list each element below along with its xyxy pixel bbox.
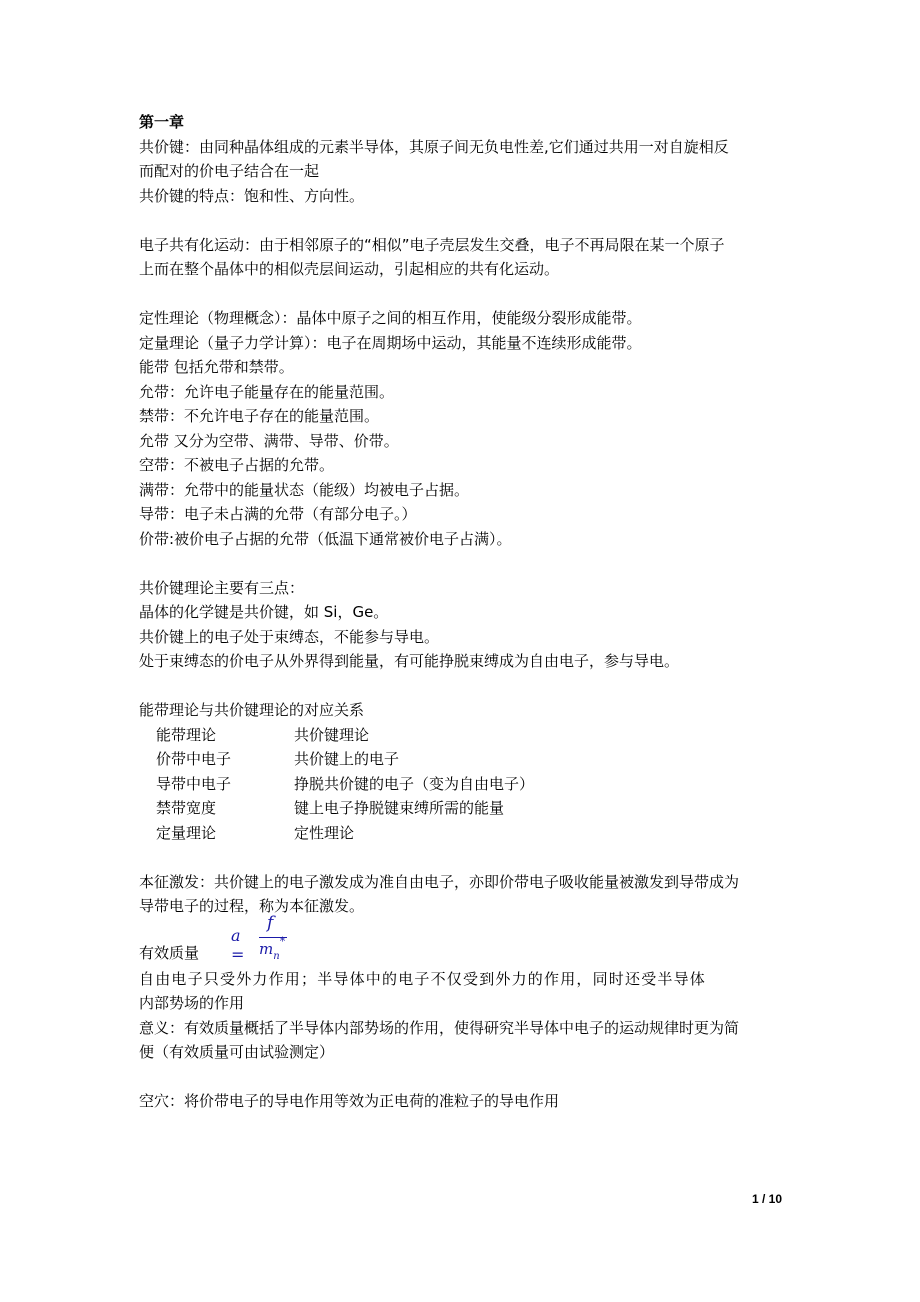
table-cell: 共价键上的电子 (294, 750, 400, 768)
table-row (139, 772, 784, 797)
chapter-title: 第一章 (139, 113, 185, 131)
paragraph-gap (139, 208, 784, 233)
table-cell: 价带中电子 (156, 750, 232, 768)
band-theory-line: 满带：允带中的能量状态（能级）均被电子占据。 (139, 480, 470, 499)
band-theory-line: 允带 又分为空带、满带、导带、价带。 (139, 431, 399, 450)
band-theory-line: 空带：不被电子占据的允带。 (139, 456, 335, 474)
band-theory-line: 导带：电子未占满的允带（有部分电子。） (139, 505, 417, 523)
correspondence-title: 能带理论与共价键理论的对应关系 (139, 701, 365, 719)
band-theory-line: 禁带：不允许电子存在的能量范围。 (139, 407, 380, 425)
covalent-bond-line-2: 而配对的价电子结合在一起 (139, 162, 320, 180)
intrinsic-excitation-line-2: 导带电子的过程，称为本征激发。 (139, 897, 365, 915)
page-content (139, 110, 784, 1114)
table-cell: 定性理论 (294, 823, 355, 842)
effective-mass-meaning-line-1: 意义：有效质量概括了半导体内部势场的作用，使得研究半导体中电子的运动规律时更为简 (139, 1018, 740, 1037)
formula-superscript: * (279, 934, 286, 948)
table-cell: 能带理论 (156, 725, 217, 744)
paragraph-gap (139, 1065, 784, 1090)
page-number: 1 / 10 (751, 1192, 782, 1206)
band-theory-line: 能带 包括允带和禁带。 (139, 358, 294, 376)
covalent-theory-line: 共价键理论主要有三点： (139, 578, 305, 597)
band-theory-line: 定性理论（物理概念）：晶体中原子之间的相互作用，使能级分裂形成能带。 (139, 309, 642, 327)
effective-mass-text-line-2: 内部势场的作用 (139, 994, 245, 1012)
table-cell: 导带中电子 (156, 774, 232, 793)
hole-definition: 空穴：将价带电子的导电作用等效为正电荷的准粒子的导电作用 (139, 1092, 560, 1110)
paragraph-gap (139, 282, 784, 307)
band-theory-line: 定量理论（量子力学计算）：电子在周期场中运动，其能量不连续形成能带。 (139, 333, 642, 352)
table-cell: 禁带宽度 (156, 799, 217, 817)
covalent-theory-line: 晶体的化学键是共价键，如 Si，Ge。 (139, 603, 389, 621)
covalent-bond-features: 共价键的特点：饱和性、方向性。 (139, 186, 365, 205)
table-cell: 定量理论 (156, 823, 217, 842)
band-theory-line: 允带：允许电子能量存在的能量范围。 (139, 382, 395, 401)
effective-mass-block (139, 912, 784, 967)
formula-mass-symbol: m (259, 939, 274, 958)
effective-mass-text-line-1: 自由电子只受外力作用；半导体中的电子不仅受到外力的作用，同时还受半导体 (139, 969, 707, 988)
table-cell: 挣脱共价键的电子（变为自由电子） (294, 774, 535, 793)
covalent-bond-line-1: 共价键：由同种晶体组成的元素半导体，其原子间无负电性差,它们通过共用一对自旋相反 (139, 137, 729, 156)
formula-denominator (259, 934, 286, 962)
table-row (139, 747, 784, 772)
effective-mass-meaning-line-2: 便（有效质量可由试验测定） (139, 1043, 335, 1061)
intrinsic-excitation-line-1: 本征激发：共价键上的电子激发成为准自由电子，亦即价带电子吸收能量被激发到导带成为 (139, 872, 740, 891)
table-row (139, 723, 784, 748)
effective-mass-label: 有效质量 (139, 943, 200, 962)
table-cell: 共价键理论 (294, 725, 370, 744)
formula-lhs: a = (231, 925, 245, 964)
electron-sharing-line-1: 电子共有化运动：由于相邻原子的“相似”电子壳层发生交叠，电子不再局限在某一个原子 (139, 235, 725, 254)
correspondence-table (139, 723, 784, 846)
paragraph-gap (139, 674, 784, 699)
covalent-theory-line: 共价键上的电子处于束缚态，不能参与导电。 (139, 627, 440, 646)
formula-numerator: f (267, 912, 274, 933)
paragraph-gap (139, 551, 784, 576)
table-cell: 键上电子挣脱键束缚所需的能量 (294, 799, 505, 817)
covalent-theory-line: 处于束缚态的价电子从外界得到能量，有可能挣脱束缚成为自由电子，参与导电。 (139, 652, 680, 670)
band-theory-line: 价带:被价电子占据的允带（低温下通常被价电子占满）。 (139, 529, 512, 548)
table-row (139, 796, 784, 821)
formula-subscript: n (273, 950, 280, 962)
paragraph-gap (139, 845, 784, 870)
table-row (139, 821, 784, 846)
electron-sharing-line-2: 上而在整个晶体中的相似壳层间运动，引起相应的共有化运动。 (139, 260, 560, 278)
